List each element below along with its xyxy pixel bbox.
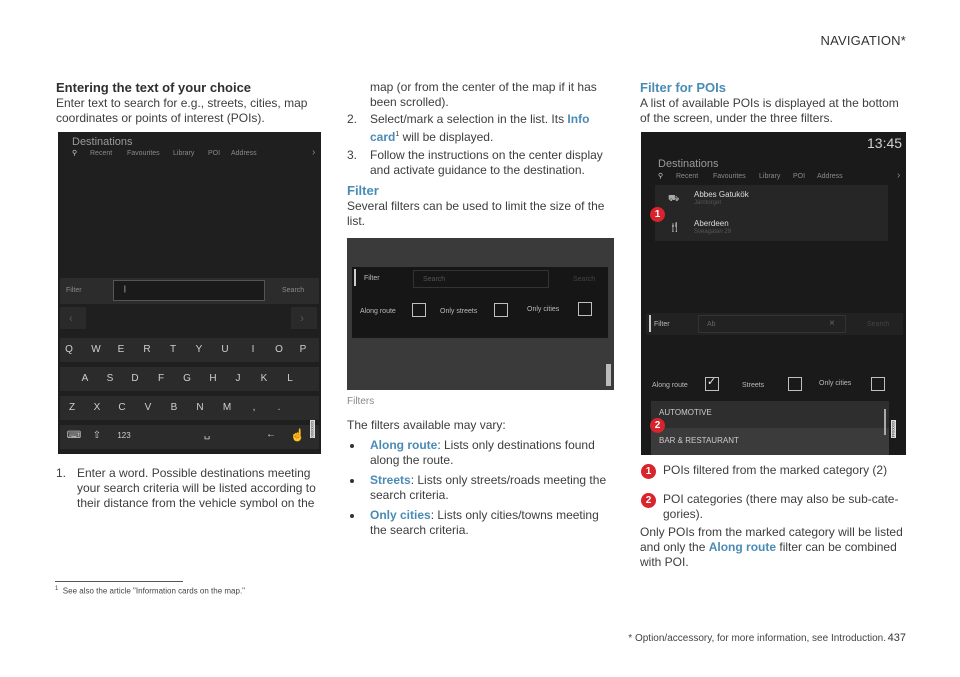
poi-screen-image xyxy=(641,132,906,455)
bullet-only-cities: Only cities: Lists only cities/towns meeting the search criteria. xyxy=(370,508,599,537)
image-code: G000044 xyxy=(891,421,896,438)
key-y: Y xyxy=(195,344,203,355)
chevron-right-icon: › xyxy=(300,311,304,325)
image-code: G000000 xyxy=(310,421,315,438)
key-p: P xyxy=(299,344,307,355)
key-x: X xyxy=(93,402,101,413)
step-1-continuation: map (or from the center of the map if it has been scrolled). xyxy=(370,80,597,109)
clear-icon: × xyxy=(829,318,835,329)
bullet xyxy=(350,444,354,448)
key-a: A xyxy=(81,373,89,384)
key-h: H xyxy=(209,373,217,384)
checkbox-only-cities xyxy=(578,302,592,316)
clock: 13:45 xyxy=(867,135,903,151)
scrollbar xyxy=(884,409,886,435)
filter-indicator xyxy=(354,269,356,286)
scroll-right-button xyxy=(291,307,317,329)
result-1-name: Abbes Gatukök xyxy=(694,190,749,199)
legend-marker-1: 1 xyxy=(641,464,656,479)
checkbox-only-streets xyxy=(494,303,508,317)
legend-marker-2: 2 xyxy=(641,493,656,508)
key-j: J xyxy=(235,373,241,384)
filter-only-cities: Only cities xyxy=(819,380,852,387)
category-automotive-label: AUTOMOTIVE xyxy=(659,408,712,417)
step-2-text: Select/mark a selection in the list. Its Info card$^1$ will be displayed. xyxy=(370,112,590,144)
check-icon: ✓ xyxy=(707,376,717,388)
screen-title: Destinations xyxy=(658,158,719,170)
tab-favourites: Favourites xyxy=(127,150,160,157)
intro-paragraph: Enter text to search for e.g., streets, cities, map coordinates or points of interest (POIs). xyxy=(56,96,308,125)
key-u: U xyxy=(221,344,229,355)
bullet xyxy=(350,514,354,518)
step-1-number: 1. xyxy=(56,466,67,480)
key-b: B xyxy=(170,402,178,413)
key-l: L xyxy=(287,373,293,384)
search-button: Search xyxy=(867,321,890,328)
filter-label: Filter xyxy=(66,287,82,294)
key-d: D xyxy=(131,373,139,384)
footnote-ref: 1 xyxy=(395,131,400,138)
result-2-name: Aberdeen xyxy=(694,219,729,228)
marker-1: 1 xyxy=(650,207,665,222)
filter-label: Filter xyxy=(364,275,380,282)
chevron-right-icon: › xyxy=(312,147,316,158)
search-icon: ⚲ xyxy=(658,173,664,180)
search-icon: ⚲ xyxy=(72,150,78,157)
image-code-tag xyxy=(606,364,611,386)
filter-along-route: Along route xyxy=(652,382,688,389)
key-s: S xyxy=(106,373,114,384)
key-m: M xyxy=(222,402,232,413)
step-2-number: 2. xyxy=(347,112,358,126)
key-n: N xyxy=(196,402,204,413)
footnote: $^1$ See also the article "Information cards on the map." xyxy=(55,586,246,596)
result-1-address: Järntorget xyxy=(694,200,722,206)
text-cursor: | xyxy=(124,286,126,293)
search-button: Search xyxy=(573,276,596,283)
filters-vary-text: The filters available may vary: xyxy=(347,418,506,432)
section-title: NAVIGATION* xyxy=(820,33,906,48)
scroll-left-button xyxy=(60,307,86,329)
legend-text-2: POI categories (there may also be sub-cate- gories). xyxy=(663,492,899,521)
space-icon: ␣ xyxy=(203,429,211,440)
info-card-link-cont[interactable]: card xyxy=(370,130,396,144)
tab-address: Address xyxy=(231,150,257,157)
result-list xyxy=(655,185,888,241)
filters-screen-image xyxy=(347,238,614,390)
filter-indicator xyxy=(649,315,651,332)
bullet-along-route: Along route: Lists only destinations found along the route. xyxy=(370,438,595,467)
restaurant-icon: 🍴 xyxy=(669,222,681,232)
filter-only-streets: Only streets xyxy=(440,308,478,315)
filter-only-cities: Only cities xyxy=(527,306,560,313)
keyboard-hide-icon: ⌨ xyxy=(66,430,82,441)
key-r: R xyxy=(143,344,151,355)
key-f: F xyxy=(157,373,165,384)
page-number: 437 xyxy=(887,632,906,644)
result-2-address: Sveagatan 29 xyxy=(694,229,732,235)
legend-text-1: POIs filtered from the marked category (2) xyxy=(663,463,888,477)
filter-intro: Several filters can be used to limit the size of the list. xyxy=(347,199,605,228)
tab-recent: Recent xyxy=(90,150,113,157)
step-3-text: Follow the instructions on the center display and activate guidance to the destination. xyxy=(370,148,603,177)
info-card-link[interactable]: Info xyxy=(567,112,590,126)
shift-icon: ⇧ xyxy=(92,430,102,441)
car-icon: ⛟ xyxy=(668,193,680,203)
key-t: T xyxy=(169,344,177,355)
key-comma: , xyxy=(252,402,256,413)
screen-title: Destinations xyxy=(72,136,133,148)
footnote-rule xyxy=(55,581,183,582)
category-bar-restaurant-label: BAR & RESTAURANT xyxy=(659,436,739,445)
key-i: I xyxy=(251,344,255,355)
bullet-streets: Streets: Lists only streets/roads meeting the search criteria. xyxy=(370,473,607,502)
key-c: C xyxy=(118,402,126,413)
step-3-number: 3. xyxy=(347,148,358,162)
filter-label: Filter xyxy=(654,321,670,328)
key-w: W xyxy=(91,344,101,355)
key-123: 123 xyxy=(117,431,131,440)
filter-heading: Filter xyxy=(347,183,379,198)
checkbox-only-cities xyxy=(871,377,885,391)
poi-filter-heading: Filter for POIs xyxy=(640,80,726,95)
key-o: O xyxy=(275,344,283,355)
poi-filter-intro: A list of available POIs is displayed at the bottom of the screen, under the three filters. xyxy=(640,96,899,125)
checkbox-along-route xyxy=(412,303,426,317)
search-input xyxy=(113,280,265,301)
search-input-value: Ab xyxy=(707,321,716,328)
key-e: E xyxy=(117,344,125,355)
key-k: K xyxy=(260,373,268,384)
keyboard-screen-image xyxy=(58,132,321,454)
tab-recent: Recent xyxy=(676,173,699,180)
filter-along-route: Along route xyxy=(360,308,396,315)
key-v: V xyxy=(144,402,152,413)
key-z: Z xyxy=(68,402,76,413)
chevron-left-icon: ‹ xyxy=(69,311,73,325)
tab-poi: POI xyxy=(793,173,806,180)
chevron-right-icon: › xyxy=(897,170,901,181)
bullet xyxy=(350,479,354,483)
tab-favourites: Favourites xyxy=(713,173,746,180)
backspace-icon: ← xyxy=(266,429,276,440)
tab-library: Library xyxy=(173,150,195,157)
checkbox-streets xyxy=(788,377,802,391)
heading-entering-text: Entering the text of your choice xyxy=(56,80,252,95)
search-placeholder: Search xyxy=(423,276,446,283)
step-1-text: Enter a word. Possible destinations meeting your search criteria will be listed according to their distance from the vehicle symbol on the xyxy=(77,466,316,510)
tab-poi: POI xyxy=(208,150,221,157)
tab-address: Address xyxy=(817,173,843,180)
footer-note: * Option/accessory, for more information, see Introduction. xyxy=(628,633,886,644)
key-g: G xyxy=(183,373,191,384)
search-input xyxy=(698,315,846,333)
poi-after-paragraph: Only POIs from the marked category will be listed and only the Along route filter can be combined with POI. xyxy=(640,525,903,569)
tab-library: Library xyxy=(759,173,781,180)
search-button: Search xyxy=(282,287,305,294)
key-q: Q xyxy=(65,344,73,355)
marker-2: 2 xyxy=(650,418,665,433)
hand-pointer-icon: ☝ xyxy=(290,428,305,442)
filter-streets: Streets xyxy=(742,382,765,389)
figure-caption: Filters xyxy=(347,396,375,407)
key-period: . xyxy=(277,402,281,413)
